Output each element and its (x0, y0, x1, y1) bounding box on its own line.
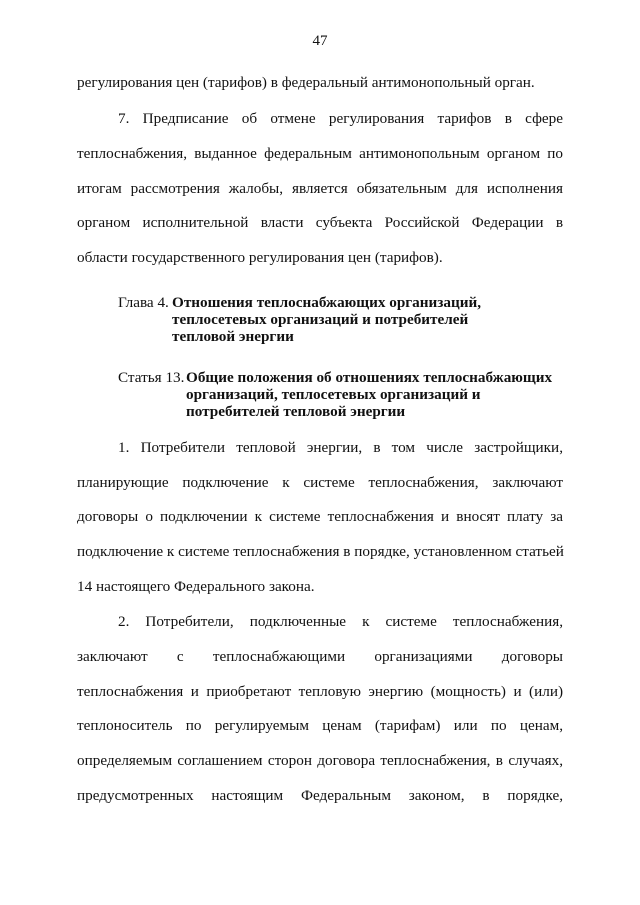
page-number: 47 (312, 33, 328, 49)
text-line: теплоснабжения и приобретают тепловую энергию (мощность) и (или) (77, 683, 563, 700)
chapter-heading (118, 294, 169, 311)
text-line: 7. Предписание об отмене регулирования тарифов в сфере (118, 110, 563, 127)
text-line: договоры о подключении к системе теплоснабжения и вносят плату за (77, 508, 563, 525)
text-line: 14 настоящего Федерального закона. (77, 578, 315, 595)
text-line: предусмотренных настоящим Федеральным законом, в порядке, (77, 787, 563, 804)
text-line: области государственного регулирования цен (тарифов). (77, 249, 443, 266)
article-title-line: Общие положения об отношениях теплоснабжающих (186, 369, 553, 386)
chapter-title-line: тепловой энергии (172, 328, 294, 345)
text-line: 2. Потребители, подключенные к системе теплоснабжения, (118, 613, 563, 630)
chapter-title (172, 294, 481, 345)
text-line: заключают с теплоснабжающими организациями договоры (77, 648, 563, 665)
text-line: итогам рассмотрения жалобы, является обязательным для исполнения (77, 180, 563, 197)
text-line: 1. Потребители тепловой энергии, в том числе застройщики, (118, 439, 563, 456)
chapter-label: Глава 4. (118, 294, 169, 311)
article-label: Статья 13. (118, 369, 185, 386)
text-line: теплоноситель по регулируемым ценам (тарифам) или по ценам, (77, 717, 563, 734)
chapter-title-line: Отношения теплоснабжающих организаций, (172, 294, 482, 311)
text-line: планирующие подключение к системе теплоснабжения, заключают (77, 474, 563, 491)
text-line: органом исполнительной власти субъекта Российской Федерации в (77, 214, 563, 231)
text-line: теплоснабжения, выданное федеральным антимонопольным органом по (77, 145, 563, 162)
article-heading (118, 369, 184, 386)
article-title-line: организаций, теплосетевых организаций и (186, 386, 481, 403)
text-line: регулирования цен (тарифов) в федеральный антимонопольный орган. (77, 74, 535, 91)
text-line: определяемым соглашением сторон договора теплоснабжения, в случаях, (77, 752, 563, 769)
chapter-title-line: теплосетевых организаций и потребителей (172, 311, 469, 328)
text-line: подключение к системе теплоснабжения в порядке, установленном статьей (77, 543, 564, 560)
article-title-line: потребителей тепловой энергии (186, 403, 406, 420)
article-title (186, 369, 552, 420)
